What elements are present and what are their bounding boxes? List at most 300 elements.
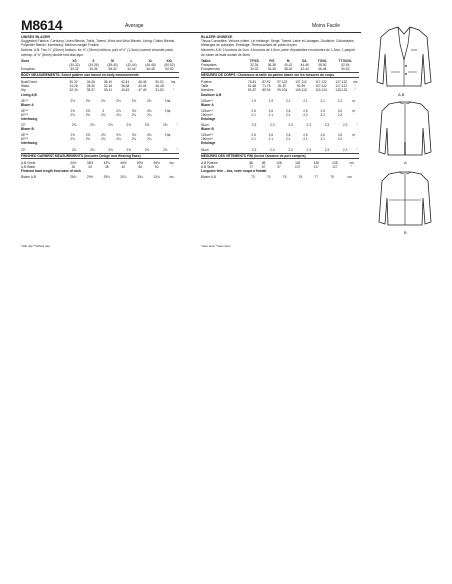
table-cell: " — [176, 147, 178, 152]
table-cell: 2⅝ — [70, 133, 75, 138]
blazer-front-illustration-icon — [375, 24, 433, 90]
table-cell: M — [111, 58, 114, 63]
table-cell: 2,9 — [320, 108, 325, 113]
body-measurements-heading: MESURES DE CORPS: Choisissez la taille du patron basée sur les mesures du corps. — [201, 72, 359, 78]
row-label: European — [21, 66, 35, 71]
table-cell: 38½ — [86, 160, 94, 165]
table-cell: m — [352, 133, 356, 138]
table-cell: 52-54 — [341, 62, 350, 67]
blazer-back-b-icon — [377, 170, 433, 228]
table-cell: 2,1 — [268, 112, 274, 117]
row-label: Sizes — [21, 58, 30, 63]
table-cell: " — [172, 88, 175, 93]
table-cell: 3⅛ — [131, 108, 137, 113]
table-cell: 2⅝ — [85, 108, 91, 113]
table-cell: 2¼ — [147, 137, 152, 142]
table-cell: 29⅞ — [120, 175, 127, 180]
table-cell: 46-48 — [155, 84, 164, 89]
row-label: A,B Poitrine — [201, 160, 218, 165]
table-cell: 24-26 — [69, 84, 78, 89]
table-cell: 2,3 — [288, 123, 293, 128]
table-cell: 34 — [88, 165, 92, 170]
table-cell: Ins. — [169, 175, 175, 180]
table-cell: 1,9 — [268, 98, 274, 103]
table-cell: 2,1 — [320, 98, 325, 103]
table-cell: (30-32) — [69, 62, 80, 67]
table-cell: P/S — [269, 58, 275, 63]
table-cell: 2,1 — [303, 137, 308, 142]
table-cell: 107-112 — [315, 84, 327, 89]
table-cell: XL — [148, 58, 153, 63]
table-cell: 2⅛ — [116, 98, 121, 103]
row-label: 45"** — [21, 108, 29, 113]
table-cell: 89-94 — [262, 88, 271, 93]
french-column — [201, 35, 359, 179]
table-cell: 2,1 — [285, 112, 291, 117]
table-cell: 2⅝ — [85, 133, 91, 138]
figure-label-a: A — [404, 160, 407, 165]
fabrics-text-en: Suggested Fabrics: Corduroy, Linen Blends, Twills, Tweed, Wool and Wool Blends. Lining: Cotton Blends, Polyester Blends. Interfacing: Medium-weight Fusible. — [21, 39, 176, 48]
table-cell: 2⅝ — [126, 147, 131, 152]
table-cell: " — [356, 147, 358, 152]
fabric-group-title: Blazer A — [201, 102, 214, 107]
table-cell: 54½ — [153, 160, 160, 165]
table-cell: 87 — [261, 165, 266, 170]
body-measurements-heading: BODY MEASUREMENTS: Select pattern size based on body measurements — [21, 72, 179, 78]
table-cell: 43-45 — [121, 88, 130, 93]
table-cell: 73 — [251, 175, 255, 180]
header-divider — [21, 32, 361, 33]
table-cell: 28-30 — [86, 84, 95, 89]
table-cell: G/L — [302, 58, 308, 63]
table-cell: XXL — [166, 58, 173, 63]
table-cell: 97-102 — [277, 80, 288, 85]
table-cell: 2,6 — [337, 133, 343, 138]
table-cell: 42-44 — [138, 84, 147, 89]
table-cell: 46-48 — [138, 80, 147, 85]
table-cell: 29⅛ — [86, 175, 94, 180]
table-cell: 1,9 — [251, 98, 256, 103]
table-cell: 2¼ — [131, 112, 137, 117]
table-cell: cm — [349, 160, 354, 165]
garment-title-fr: BLAZER UNISEXE — [201, 35, 233, 39]
table-cell: 2,6 — [285, 108, 291, 113]
table-cell: 2⅝ — [108, 123, 113, 128]
table-cell: " — [353, 137, 355, 142]
row-label: Hip — [21, 88, 26, 93]
fabric-yardage-table — [201, 109, 359, 117]
table-cell: 3⅛ — [147, 108, 152, 113]
table-cell: 2⅝ — [116, 133, 121, 138]
finished-measurements-table — [201, 161, 359, 169]
row-label: A,B Chest — [21, 160, 36, 165]
table-cell: (38-40) — [107, 62, 118, 67]
table-cell: 2⅝ — [108, 147, 113, 152]
size-chart-en — [21, 59, 179, 180]
table-cell: 46 — [138, 165, 142, 170]
table-cell: 2⅛ — [85, 137, 91, 142]
figure-label-ab: A,B — [398, 92, 405, 97]
table-cell: 87-92 — [262, 80, 271, 85]
size-header-table — [201, 59, 359, 71]
table-cell: 2⅝ — [70, 108, 75, 113]
table-cell: 2⅛ — [116, 137, 121, 142]
finished-measurements-heading: FINISHED GARMENT MEASUREMENTS (Includes Design and Wearing Ease) — [21, 153, 179, 159]
table-cell: 75 — [282, 175, 287, 180]
european-sizes-row — [201, 67, 359, 71]
table-cell: 2,1 — [251, 137, 256, 142]
table-cell: 2⅝ — [101, 133, 106, 138]
table-cell: Ins. — [169, 160, 175, 165]
back-length-row — [21, 175, 179, 179]
table-cell: 2,3 — [288, 147, 293, 152]
finished-measurements-table — [21, 161, 179, 169]
table-cell: 107 — [294, 165, 301, 170]
row-label: Blazer A,B — [21, 175, 36, 180]
table-cell: 50½ — [136, 160, 144, 165]
table-cell: 50-52 — [165, 66, 174, 71]
row-label: Blazer A,B — [201, 175, 216, 180]
table-cell: 2⅝ — [90, 123, 95, 128]
table-cell: (46-48) — [145, 62, 156, 67]
row-label: 115cm** — [201, 98, 213, 103]
table-cell: 3 — [102, 108, 105, 113]
figure-label-b: B — [404, 230, 407, 235]
table-cell: " — [353, 112, 355, 117]
fabric-group-title: Lining A,B — [21, 92, 37, 97]
table-cell: 74 — [266, 175, 271, 180]
row-label: Poitrine — [201, 80, 212, 85]
fabric-group-title: Blazer B — [201, 127, 214, 132]
table-cell: " — [354, 88, 356, 93]
table-cell: 2,1 — [251, 112, 256, 117]
row-label: Bust/Chest — [21, 80, 37, 85]
table-cell: 79 — [330, 175, 334, 180]
table-cell: 30-32 — [70, 66, 79, 71]
table-cell: 47-49 — [138, 88, 147, 93]
fabric-group-title: Entoilage — [201, 116, 216, 121]
table-cell: 44-46 — [300, 62, 309, 67]
table-cell: 2⅛ — [101, 98, 106, 103]
footnote-fr: *avec sens **sans sens — [201, 244, 231, 248]
row-label: 51cm — [201, 147, 209, 152]
table-cell: 97 — [277, 165, 281, 170]
fabric-group-title: Doublure A,B — [201, 92, 222, 97]
table-cell: Yds. — [164, 108, 172, 113]
table-cell: 46½ — [120, 160, 127, 165]
pattern-number: M8614 — [21, 17, 63, 33]
row-label: 150cm** — [201, 137, 214, 142]
table-cell: cm — [353, 80, 358, 85]
table-cell: 127-132 — [335, 80, 348, 85]
table-cell: TTG/XXL — [338, 58, 353, 63]
table-cell: 30¼ — [136, 175, 144, 180]
table-cell: " — [354, 84, 356, 89]
row-label: 20" — [21, 147, 26, 152]
table-cell: 2,2 — [337, 137, 343, 142]
table-cell: 2¼ — [147, 112, 152, 117]
table-cell: 2,3 — [270, 123, 275, 128]
table-cell: 46-48 — [318, 66, 327, 71]
table-cell: 127 — [332, 165, 338, 170]
table-cell: 36-38 — [121, 84, 130, 89]
row-label: Européennes — [201, 66, 220, 71]
row-label: A,B Taille — [201, 165, 215, 170]
table-cell: 2⅝ — [90, 147, 95, 152]
table-cell: 35-37 — [86, 88, 95, 93]
row-label: 150cm** — [201, 112, 214, 117]
table-cell: 2,1 — [285, 98, 291, 103]
fabric-group-title: Blazer B — [21, 127, 34, 132]
table-cell: 92-99 — [296, 84, 306, 89]
table-cell: 77 — [314, 175, 318, 180]
table-cell: XS — [72, 58, 77, 63]
table-cell: 76 — [298, 175, 303, 180]
back-length-row — [201, 175, 359, 179]
finished-measurements-heading: MESURES DES VÊTEMENTS FINI (Inclut l'aisance de port compris) — [201, 153, 359, 159]
table-cell: 50-52 — [341, 66, 350, 71]
table-cell: S — [92, 58, 95, 63]
table-cell: 119-124 — [315, 88, 327, 93]
row-label: 60"** — [21, 137, 29, 142]
table-cell: " — [171, 165, 173, 170]
table-cell: 30-32 — [250, 66, 259, 71]
table-cell: 42-44 — [121, 80, 130, 85]
fabric-yardage-table — [21, 148, 179, 152]
fabric-group-title: Interfacing — [21, 116, 38, 121]
notions-text-en: Notions: A,B: Two ⅞" (22mm) buttons, six ⅝" (15mm) buttons, pair of ½" (1.3cm) covered shoulder pads, overlap, of ¾" (6mm) double fold bias tape. — [21, 48, 174, 57]
fabric-yardage-row — [21, 148, 179, 152]
table-cell: TG/XL — [317, 58, 328, 63]
table-cell: 2,6 — [285, 133, 291, 138]
table-cell: 2,2 — [303, 112, 308, 117]
table-cell: 42-44 — [300, 66, 309, 71]
table-cell: 2,2 — [320, 112, 325, 117]
table-cell: 3,0 — [337, 108, 343, 113]
table-cell: 2⅛ — [85, 98, 91, 103]
table-cell: 30-32 — [69, 80, 78, 85]
table-cell: 38-40 — [284, 66, 293, 71]
table-cell: 34-36 — [86, 80, 95, 85]
table-cell: 42-44 — [127, 66, 136, 71]
table-cell: 39-41 — [103, 88, 113, 93]
table-cell: 2,1 — [320, 137, 325, 142]
back-length-heading: Finished back length from base of neck — [21, 169, 81, 174]
table-cell: 48-50 — [318, 62, 327, 67]
table-cell: 2⅝ — [126, 123, 131, 128]
table-cell: 2,6 — [251, 133, 256, 138]
difficulty-level-en: Average — [125, 23, 144, 29]
table-cell: " — [172, 84, 175, 89]
table-cell: 76-81 — [248, 80, 257, 85]
row-label: 45"** — [21, 133, 29, 138]
table-cell: 2,6 — [303, 108, 308, 113]
table-cell: 38 — [104, 165, 109, 170]
table-cell: 2¼ — [131, 137, 137, 142]
table-cell: 61-66 — [248, 84, 257, 89]
back-length-table — [201, 175, 359, 179]
fabric-yardage-table — [201, 133, 359, 141]
table-cell: 2⅝ — [144, 147, 150, 152]
table-cell: 2,6 — [268, 133, 274, 138]
table-cell: 2,1 — [268, 137, 274, 142]
table-cell: 99-104 — [277, 88, 288, 93]
row-label: 60"** — [21, 112, 29, 117]
table-cell: 38-40 — [108, 66, 117, 71]
row-label: 45"** — [21, 98, 29, 103]
table-cell: 117-122 — [315, 80, 327, 85]
table-cell: " — [167, 112, 169, 117]
table-cell: 50-52 — [155, 80, 164, 85]
table-cell: 31⅛ — [153, 175, 160, 180]
row-label: 51cm — [201, 123, 209, 128]
row-label: Françaises — [201, 62, 217, 67]
table-cell: 2⅛ — [70, 112, 75, 117]
table-cell: 128 — [313, 160, 319, 165]
table-cell: 71-76 — [262, 84, 271, 89]
table-cell: Ins. — [170, 80, 177, 85]
fabric-yardage-table — [21, 133, 179, 141]
garment-title-en: UNISEX BLAZER — [21, 35, 50, 39]
table-cell: m — [352, 98, 356, 103]
table-cell: 2⅛ — [116, 112, 121, 117]
difficulty-level-fr: Moins Facile — [312, 23, 341, 29]
table-cell: 77 — [249, 165, 253, 170]
fabric-yardage-row — [201, 148, 359, 152]
table-cell: 2,3 — [251, 147, 257, 152]
table-cell: 2⅛ — [85, 112, 91, 117]
table-cell: 2,6 — [268, 108, 274, 113]
table-cell: 2,6 — [303, 133, 308, 138]
table-cell: 107-112 — [295, 80, 307, 85]
table-cell: (42-44) — [126, 62, 137, 67]
row-label: Waist — [21, 84, 29, 89]
table-cell: 2⅛ — [131, 98, 137, 103]
table-cell: Yds. — [164, 133, 172, 138]
table-cell: 2,3 — [342, 123, 348, 128]
table-cell: 2,3 — [270, 147, 275, 152]
table-cell: 2⅞ — [116, 108, 121, 113]
table-cell: 32-34 — [69, 88, 78, 93]
row-label: Taille — [201, 84, 209, 89]
table-cell: cm — [347, 175, 352, 180]
table-cell: 109-115 — [295, 88, 307, 93]
table-cell: L — [130, 58, 133, 63]
table-cell: 2,3 — [324, 123, 330, 128]
size-chart-fr — [201, 59, 359, 180]
table-cell: 2,1 — [337, 98, 343, 103]
blazer-back-a-icon — [377, 100, 433, 158]
table-cell: 2,6 — [251, 108, 256, 113]
table-cell: 38-40 — [103, 80, 113, 85]
table-cell: 118 — [295, 160, 301, 165]
table-cell: 2⅝ — [144, 123, 150, 128]
fabric-group-title: Entoilage — [201, 141, 216, 146]
table-cell: 51-53 — [155, 88, 164, 93]
table-cell: 81-87 — [278, 84, 287, 89]
table-cell: 28¾ — [70, 175, 77, 180]
table-cell: 3⅛ — [131, 133, 137, 138]
table-cell: 30 — [71, 165, 76, 170]
row-label: A,B Waist — [21, 165, 35, 170]
table-cell: 2,1 — [285, 137, 291, 142]
table-cell: 2⅝ — [162, 123, 168, 128]
table-cell: 2,3 — [251, 123, 257, 128]
table-cell: 117 — [313, 165, 319, 170]
table-cell: 88 — [249, 160, 253, 165]
table-cell: 29½ — [103, 175, 110, 180]
table-cell: 81-87 — [248, 88, 257, 93]
table-cell: 42½ — [103, 160, 110, 165]
european-sizes-row — [21, 67, 179, 71]
table-cell: M — [286, 58, 290, 63]
fabric-yardage-table — [201, 148, 359, 152]
table-cell: 128-133 — [335, 88, 348, 93]
table-cell: 2,3 — [324, 147, 330, 152]
table-cell: 2,3 — [306, 123, 311, 128]
table-cell: 2⅛ — [101, 112, 106, 117]
table-cell: 98 — [261, 160, 266, 165]
table-cell: 2⅝ — [162, 147, 168, 152]
table-cell: 32-34 — [250, 62, 259, 67]
back-length-table — [21, 175, 179, 179]
table-cell: 2⅛ — [147, 98, 152, 103]
body-measurements-table — [201, 80, 359, 92]
fabrics-text-fr: Tissus Conseillés: Velours côtelé, Lin mélangé, Sergé, Tweed, Laine et Lainages. Doublure: Cotonnades, Mélanges de polyester. Entoilage: Thermocollant de poids moyen. — [201, 39, 355, 48]
table-cell: " — [167, 137, 169, 142]
table-cell: " — [350, 165, 353, 170]
table-cell: 2,3 — [306, 147, 311, 152]
table-cell: (34-36) — [88, 62, 99, 67]
size-header-table — [21, 59, 179, 71]
table-cell: 50 — [155, 165, 159, 170]
row-label: Tailles — [201, 58, 211, 63]
table-cell: m — [352, 108, 356, 113]
table-cell: " — [176, 123, 178, 128]
table-cell: 3⅛ — [147, 133, 152, 138]
table-cell: 2⅛ — [101, 137, 106, 142]
table-cell: 2⅝ — [71, 123, 77, 128]
row-label: Hanches — [201, 88, 214, 93]
fabric-group-title: Interfacing — [21, 141, 38, 146]
table-cell: TP/XS — [249, 58, 259, 63]
table-cell: Yds. — [164, 98, 172, 103]
table-cell: 2,3 — [337, 112, 343, 117]
table-cell: 2,6 — [320, 133, 325, 138]
row-label: 115cm** — [201, 133, 213, 138]
table-cell: 2⅝ — [71, 147, 77, 152]
row-label: 115cm** — [201, 108, 213, 113]
table-cell: 138 — [332, 160, 338, 165]
table-cell: 2⅛ — [70, 98, 75, 103]
table-cell: (50-52) — [164, 62, 175, 67]
table-cell: 34½ — [70, 160, 77, 165]
body-measurements-table — [21, 80, 179, 92]
table-cell: 34-36 — [267, 66, 276, 71]
table-cell: 42 — [121, 165, 126, 170]
fabric-yardage-table — [21, 109, 179, 117]
english-column — [21, 35, 179, 179]
fabric-group-title: Blazer A — [21, 102, 34, 107]
footnote-en: *with nap **without nap — [21, 244, 50, 248]
table-cell: 2,1 — [303, 98, 308, 103]
notions-text-fr: Mercerie: A,B: 2 boutons de 2cm, 6 boutons de 1,5cm, paire d'épaulettes recouvertes de 1,3cm, 1 paquet de ruban de biais double de 6mm. — [201, 48, 355, 57]
row-label: 20" — [21, 123, 26, 128]
table-cell: 40-42 — [284, 62, 293, 67]
table-cell: 108 — [276, 160, 282, 165]
back-length-heading: Longueur finie – dos, votre nuque à finafait — [201, 169, 267, 174]
table-cell: 34-36 — [89, 66, 98, 71]
